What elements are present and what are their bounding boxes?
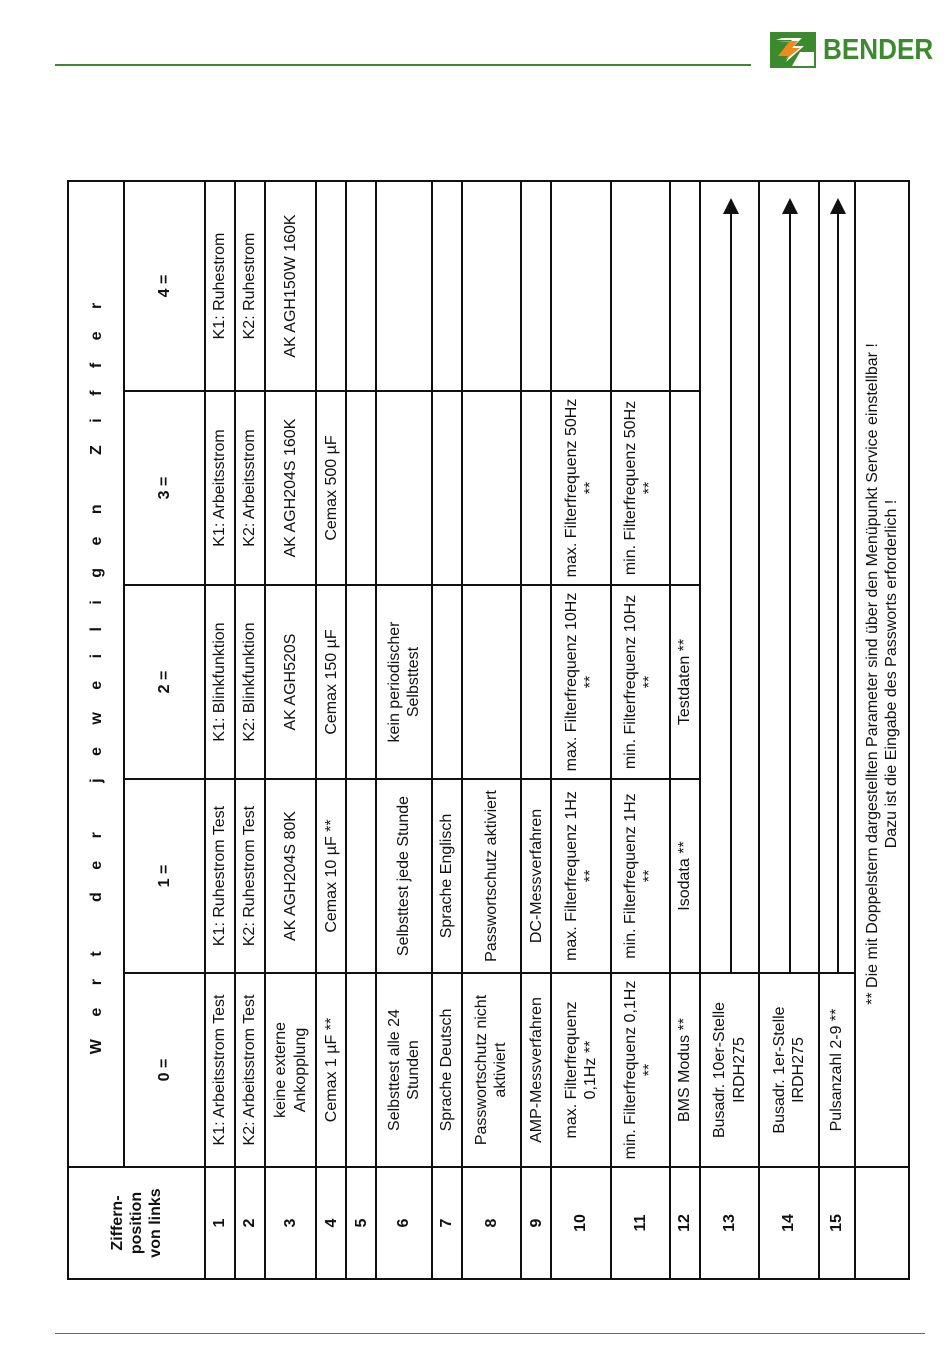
footnote bbox=[855, 181, 909, 1167]
cell-value bbox=[346, 585, 376, 779]
cell-value: min. Filterfrequenz 1Hz ** bbox=[611, 779, 670, 973]
col-header-4: 4 = bbox=[124, 181, 204, 391]
range-label: Busadr. 10er-Stelle IRDH275 bbox=[700, 973, 759, 1167]
cell-value bbox=[521, 181, 551, 391]
arrow-right-icon bbox=[830, 198, 846, 214]
position-header-line: position bbox=[127, 1191, 145, 1255]
cell-value: K1: Arbeitsstrom Test bbox=[205, 973, 235, 1167]
table-row bbox=[551, 181, 610, 1279]
range-label: Pulsanzahl 2-9 ** bbox=[819, 973, 855, 1167]
cell-value: BMS Modus ** bbox=[670, 973, 700, 1167]
table-row bbox=[432, 181, 462, 1279]
range-label: Busadr. 1er-Stelle IRDH275 bbox=[759, 973, 818, 1167]
cell-value bbox=[346, 779, 376, 973]
cell-value: Cemax 10 µF ** bbox=[316, 779, 346, 973]
table-row bbox=[235, 181, 265, 1279]
cell-value bbox=[521, 585, 551, 779]
footnote-row bbox=[855, 181, 909, 1279]
cell-value bbox=[376, 391, 431, 585]
col-header-3: 3 = bbox=[124, 391, 204, 585]
row-position: 2 bbox=[235, 1167, 265, 1279]
table-row bbox=[346, 181, 376, 1279]
brand-name: BENDER bbox=[823, 33, 934, 66]
table-row bbox=[316, 181, 346, 1279]
cell-value: K1: Blinkfunktion bbox=[205, 585, 235, 779]
col-header-0: 0 = bbox=[124, 973, 204, 1167]
row-position: 12 bbox=[670, 1167, 700, 1279]
table-title: W e r t d e r j e w e i l i g e n Z i f f e r bbox=[68, 181, 124, 1167]
cell-value: Cemax 1 µF ** bbox=[316, 973, 346, 1167]
header-rule bbox=[55, 64, 751, 66]
cell-value: AK AGH520S bbox=[265, 585, 316, 779]
footnote-line-1: ** Die mit Doppelstern dargestellten Parameter sind über den Menüpunkt Service einstellbar ! bbox=[863, 343, 881, 1005]
table-row bbox=[819, 181, 855, 1279]
range-arrow-line bbox=[730, 210, 732, 972]
row-position: 9 bbox=[521, 1167, 551, 1279]
cell-value: K2: Arbeitsstrom bbox=[235, 391, 265, 585]
cell-value bbox=[346, 391, 376, 585]
col-header-2: 2 = bbox=[124, 585, 204, 779]
table-row bbox=[759, 181, 818, 1279]
cell-value: AK AGH204S 80K bbox=[265, 779, 316, 973]
position-header-line: Ziffern- bbox=[108, 1195, 126, 1251]
cell-value bbox=[432, 181, 462, 391]
table-row bbox=[670, 181, 700, 1279]
cell-value: Sprache Englisch bbox=[432, 779, 462, 973]
table-row bbox=[462, 181, 521, 1279]
cell-value: Isodata ** bbox=[670, 779, 700, 973]
row-position: 6 bbox=[376, 1167, 431, 1279]
cell-value bbox=[376, 181, 431, 391]
cell-value: Testdaten ** bbox=[670, 585, 700, 779]
cell-value bbox=[521, 391, 551, 585]
cell-value: max. Filterfrequenz 0,1Hz ** bbox=[551, 973, 610, 1167]
cell-value: min. Filterfrequenz 10Hz ** bbox=[611, 585, 670, 779]
row-position: 1 bbox=[205, 1167, 235, 1279]
cell-value bbox=[462, 181, 521, 391]
cell-value bbox=[316, 181, 346, 391]
range-arrow-cell bbox=[819, 181, 855, 973]
range-arrow-line bbox=[837, 210, 839, 972]
cell-value bbox=[551, 181, 610, 391]
cell-value: K1: Ruhestrom Test bbox=[205, 779, 235, 973]
cell-value: AK AGH150W 160K bbox=[265, 181, 316, 391]
cell-value bbox=[670, 391, 700, 585]
cell-value bbox=[462, 585, 521, 779]
cell-value: kein periodischer Selbsttest bbox=[376, 585, 431, 779]
cell-value: max. Filterfrequenz 1Hz ** bbox=[551, 779, 610, 973]
cell-value: K1: Ruhestrom bbox=[205, 181, 235, 391]
cell-value: Cemax 150 µF bbox=[316, 585, 346, 779]
cell-value bbox=[611, 181, 670, 391]
table-row bbox=[265, 181, 316, 1279]
col-header-1: 1 = bbox=[124, 779, 204, 973]
cell-value: AMP-Messverfahren bbox=[521, 973, 551, 1167]
cell-value bbox=[346, 181, 376, 391]
cell-value: max. Filterfrequenz 50Hz ** bbox=[551, 391, 610, 585]
cell-value: Cemax 500 µF bbox=[316, 391, 346, 585]
cell-value: Selbsttest alle 24 Stunden bbox=[376, 973, 431, 1167]
range-arrow-cell bbox=[759, 181, 818, 973]
cell-value bbox=[462, 391, 521, 585]
footer-rule bbox=[55, 1333, 925, 1334]
row-position: 15 bbox=[819, 1167, 855, 1279]
cell-value: Selbsttest jede Stunde bbox=[376, 779, 431, 973]
cell-value: AK AGH204S 160K bbox=[265, 391, 316, 585]
cell-value: Passwortschutz aktiviert bbox=[462, 779, 521, 973]
table-row bbox=[521, 181, 551, 1279]
table-row bbox=[376, 181, 431, 1279]
table-row bbox=[205, 181, 235, 1279]
footnote-line-2: Dazu ist die Eingabe des Passworts erforderlich ! bbox=[882, 499, 900, 849]
cell-value: Passwortschutz nicht aktiviert bbox=[462, 973, 521, 1167]
table-row bbox=[611, 181, 670, 1279]
row-position: 4 bbox=[316, 1167, 346, 1279]
cell-value: K1: Arbeitsstrom bbox=[205, 391, 235, 585]
arrow-right-icon bbox=[723, 198, 739, 214]
range-arrow-cell bbox=[700, 181, 759, 973]
cell-value bbox=[432, 391, 462, 585]
position-header-line: von links bbox=[146, 1188, 164, 1258]
row-position: 13 bbox=[700, 1167, 759, 1279]
cell-value: min. Filterfrequenz 50Hz ** bbox=[611, 391, 670, 585]
cell-value bbox=[670, 181, 700, 391]
row-position: 3 bbox=[265, 1167, 316, 1279]
row-position: 8 bbox=[462, 1167, 521, 1279]
cell-value: K2: Arbeitsstrom Test bbox=[235, 973, 265, 1167]
arrow-right-icon bbox=[782, 198, 798, 214]
cell-value bbox=[346, 973, 376, 1167]
row-position: 5 bbox=[346, 1167, 376, 1279]
cell-value: min. Filterfrequenz 0,1Hz ** bbox=[611, 973, 670, 1167]
parameter-table-rotated bbox=[67, 182, 910, 1280]
cell-value: K2: Ruhestrom Test bbox=[235, 779, 265, 973]
row-position: 14 bbox=[759, 1167, 818, 1279]
cell-value bbox=[432, 585, 462, 779]
row-position: 10 bbox=[551, 1167, 610, 1279]
parameter-table bbox=[67, 180, 910, 1280]
row-position: 11 bbox=[611, 1167, 670, 1279]
cell-value: keine externe Ankopplung bbox=[265, 973, 316, 1167]
cell-value: DC-Messverfahren bbox=[521, 779, 551, 973]
table-row bbox=[700, 181, 759, 1279]
cell-value: Sprache Deutsch bbox=[432, 973, 462, 1167]
row-position: 7 bbox=[432, 1167, 462, 1279]
cell-value: max. Filterfrequenz 10Hz ** bbox=[551, 585, 610, 779]
range-arrow-line bbox=[789, 210, 791, 972]
cell-value: K2: Blinkfunktion bbox=[235, 585, 265, 779]
bender-logo bbox=[770, 32, 945, 68]
bender-logo-icon bbox=[770, 32, 816, 68]
position-header bbox=[68, 1167, 205, 1279]
footnote-blank bbox=[855, 1167, 909, 1279]
cell-value: K2: Ruhestrom bbox=[235, 181, 265, 391]
